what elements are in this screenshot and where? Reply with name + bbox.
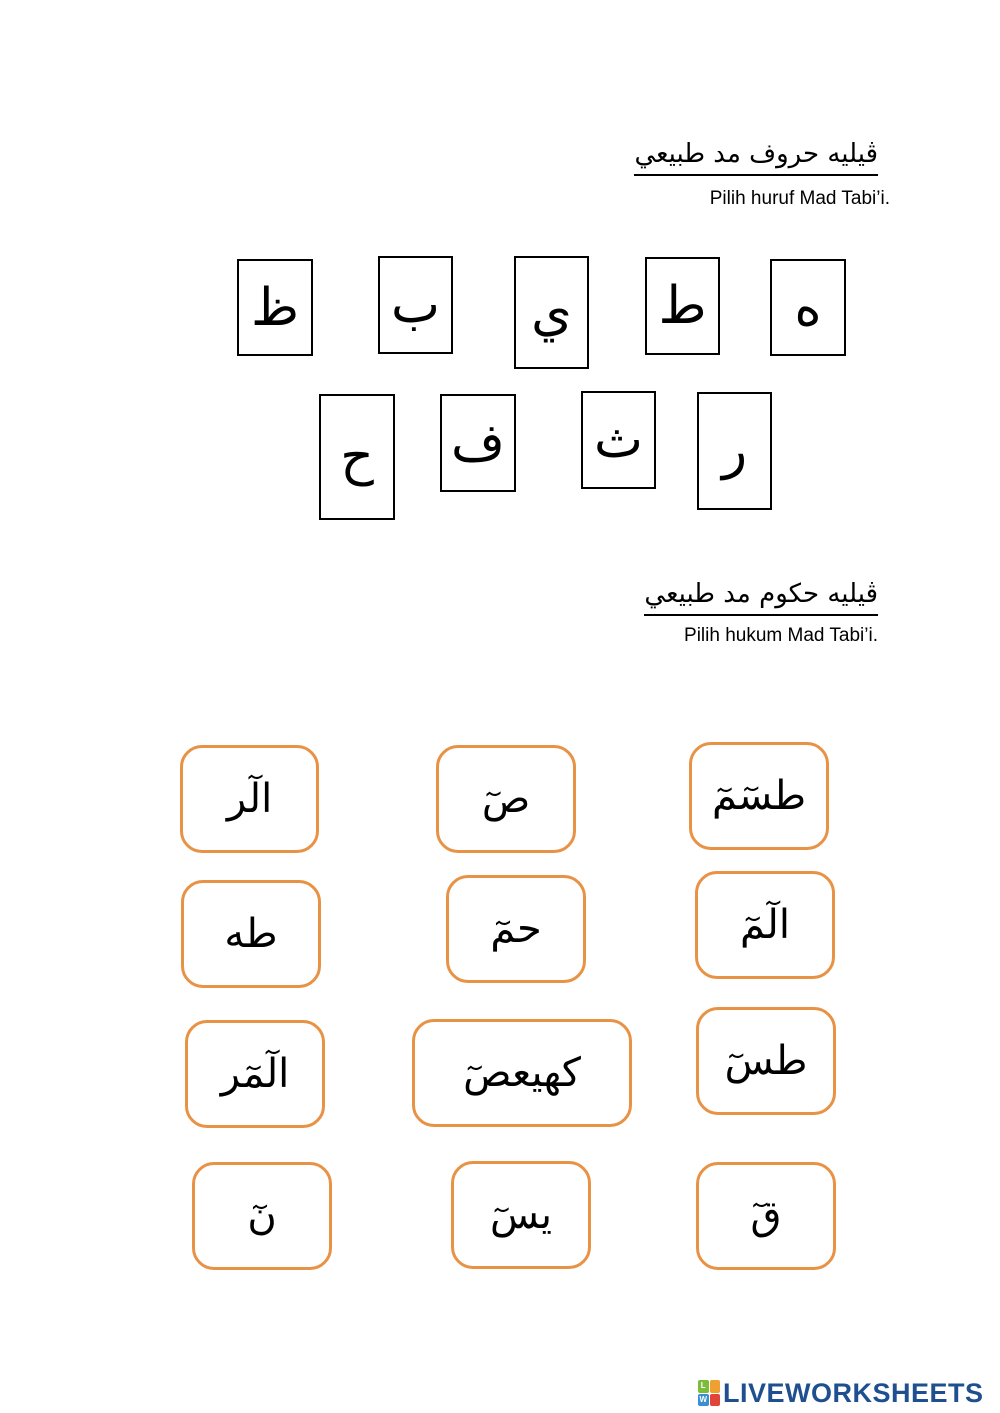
hukum-card-6[interactable]: الٓمٓ <box>695 871 835 979</box>
letter-card-8[interactable]: ث <box>581 391 656 489</box>
hukum-card-1[interactable]: الٓر <box>180 745 319 853</box>
letter-card-1[interactable]: ظ <box>237 259 313 356</box>
section1-heading-arabic: ڤيليه حروف مد طبيعي <box>634 136 878 176</box>
hukum-card-3[interactable]: طسٓمٓ <box>689 742 829 850</box>
letter-card-5[interactable]: ه <box>770 259 846 356</box>
logo-mark-icon: L W <box>698 1380 720 1406</box>
hukum-card-11[interactable]: يسٓ <box>451 1161 591 1269</box>
liveworksheets-logo[interactable] <box>698 1378 984 1408</box>
letter-card-7[interactable]: ف <box>440 394 516 492</box>
letter-card-9[interactable]: ر <box>697 392 772 510</box>
section2-heading-latin: Pilih hukum Mad Tabi’i. <box>684 625 878 646</box>
letter-card-6[interactable]: ح <box>319 394 395 520</box>
letter-card-2[interactable]: ب <box>378 256 453 354</box>
letter-card-4[interactable]: ط <box>645 257 720 355</box>
hukum-card-7[interactable]: الٓمٓر <box>185 1020 325 1128</box>
hukum-card-12[interactable]: قٓ <box>696 1162 836 1270</box>
logo-text: LIVEWORKSHEETS <box>723 1377 984 1408</box>
hukum-card-9[interactable]: طسٓ <box>696 1007 836 1115</box>
hukum-card-10[interactable]: نٓ <box>192 1162 332 1270</box>
section2-heading-arabic: ڤيليه حکوم مد طبيعي <box>644 576 878 616</box>
letter-card-3[interactable]: ي <box>514 256 589 369</box>
hukum-card-5[interactable]: حمٓ <box>446 875 586 983</box>
hukum-card-8[interactable]: كهيعصٓ <box>412 1019 632 1127</box>
hukum-card-4[interactable]: طه <box>181 880 321 988</box>
section1-heading-latin: Pilih huruf Mad Tabi’i. <box>709 188 890 209</box>
hukum-card-2[interactable]: صٓ <box>436 745 576 853</box>
